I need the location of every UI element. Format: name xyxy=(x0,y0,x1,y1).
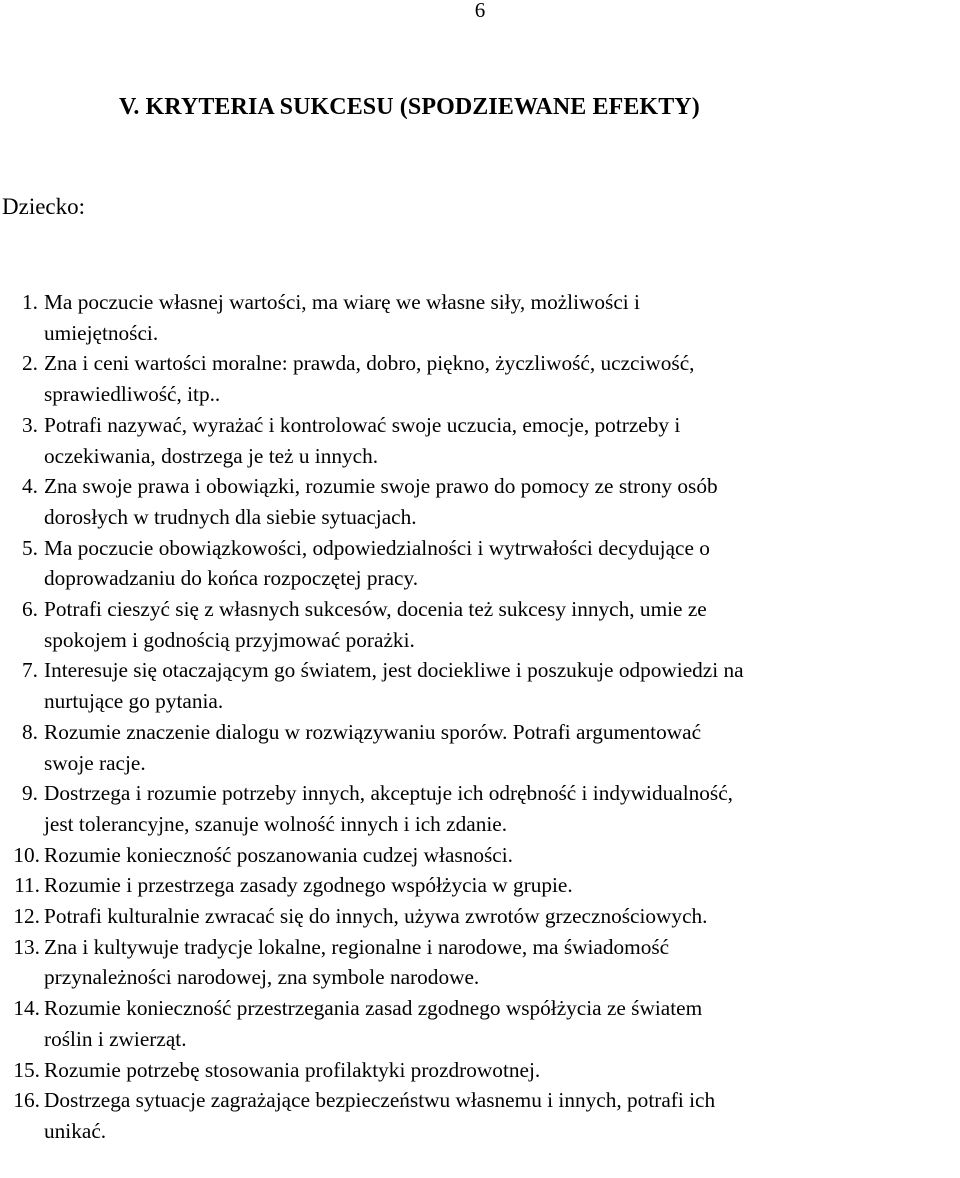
list-item-text-line: doprowadzaniu do końca rozpoczętej pracy. xyxy=(44,566,419,591)
list-item-text-line: Ma poczucie własnej wartości, ma wiarę we własne siły, możliwości i xyxy=(44,290,640,314)
list-item-number: 16. xyxy=(13,1088,40,1113)
list-item-text-line: Dostrzega sytuacje zagrażające bezpieczeństwu własnemu i innych, potrafi ich xyxy=(44,1088,716,1113)
list-item-number: 5. xyxy=(22,535,38,560)
list-item-text-line: Potrafi cieszyć się z własnych sukcesów, docenia też sukcesy innych, umie ze xyxy=(44,597,707,622)
list-item-text-line: unikać. xyxy=(44,1118,107,1143)
list-item-text-line: roślin i zwierząt. xyxy=(44,1026,187,1051)
list-item xyxy=(0,778,960,839)
list-item xyxy=(0,348,960,409)
list-item-number: 9. xyxy=(22,781,38,806)
list-item-text-line: Rozumie konieczność poszanowania cudzej własności. xyxy=(44,842,513,867)
list-item-text-line: Potrafi nazywać, wyrażać i kontrolować swoje uczucia, emocje, potrzeby i xyxy=(44,412,681,437)
list-item xyxy=(0,471,960,532)
list-item xyxy=(0,932,960,993)
list-item-text-line: oczekiwania, dostrzega je też u innych. xyxy=(44,443,379,468)
list-item-text-line: umiejętności. xyxy=(44,320,159,345)
list-item-text-line: Ma poczucie obowiązkowości, odpowiedzialności i wytrwałości decydujące o xyxy=(44,535,710,560)
list-item-text-line: Rozumie potrzebę stosowania profilaktyki prozdrowotnej. xyxy=(44,1057,541,1082)
list-item-text-line: jest tolerancyjne, szanuje wolność innych i ich zdanie. xyxy=(44,811,508,836)
intro-label: Dziecko: xyxy=(2,194,86,219)
list-item xyxy=(0,901,960,932)
list-item xyxy=(0,410,960,471)
list-item-number: 7. xyxy=(22,658,38,683)
list-item-text-line: dorosłych w trudnych dla siebie sytuacjach. xyxy=(44,504,417,529)
section-heading: V. KRYTERIA SUKCESU (SPODZIEWANE EFEKTY) xyxy=(119,94,700,120)
list-item xyxy=(0,655,960,716)
list-item-text-line: Zna i ceni wartości moralne: prawda, dobro, piękno, życzliwość, uczciwość, xyxy=(44,351,695,376)
criteria-list xyxy=(0,287,960,1147)
list-item xyxy=(0,287,960,348)
list-item-number: 4. xyxy=(22,474,38,499)
list-item-text-line: spokojem i godnością przyjmować porażki. xyxy=(44,627,415,652)
list-item-text-line: Rozumie i przestrzega zasady zgodnego współżycia w grupie. xyxy=(44,873,573,898)
list-item-number: 3. xyxy=(22,412,38,437)
list-item xyxy=(0,840,960,871)
list-item-text-line: sprawiedliwość, itp.. xyxy=(44,382,221,407)
list-item xyxy=(0,1055,960,1086)
list-item-text-line: Zna swoje prawa i obowiązki, rozumie swoje prawo do pomocy ze strony osób xyxy=(44,474,718,499)
list-item-text-line: swoje racje. xyxy=(44,750,146,775)
page-number: 6 xyxy=(474,0,486,22)
list-item-number: 1. xyxy=(22,290,38,314)
list-item xyxy=(0,993,960,1054)
list-item-number: 14. xyxy=(13,996,40,1021)
list-item-text-line: Rozumie znaczenie dialogu w rozwiązywaniu sporów. Potrafi argumentować xyxy=(44,719,702,744)
list-item-text-line: Interesuje się otaczającym go światem, jest dociekliwe i poszukuje odpowiedzi na xyxy=(44,658,744,683)
list-item-text-line: Dostrzega i rozumie potrzeby innych, akceptuje ich odrębność i indywidualność, xyxy=(44,781,733,806)
list-item-text-line: Zna i kultywuje tradycje lokalne, regionalne i narodowe, ma świadomość xyxy=(44,934,670,959)
list-item-number: 13. xyxy=(13,934,40,959)
list-item-number: 8. xyxy=(22,719,38,744)
list-item-number: 11. xyxy=(14,873,40,898)
list-item xyxy=(0,717,960,778)
list-item-number: 2. xyxy=(22,351,38,376)
list-item xyxy=(0,594,960,655)
list-item-number: 6. xyxy=(22,597,38,622)
list-item xyxy=(0,870,960,901)
list-item-text-line: Potrafi kulturalnie zwracać się do innych, używa zwrotów grzecznościowych. xyxy=(44,904,708,929)
list-item-number: 15. xyxy=(13,1057,40,1082)
list-item-text-line: nurtujące go pytania. xyxy=(44,689,224,714)
list-item xyxy=(0,533,960,594)
list-item-text-line: przynależności narodowej, zna symbole narodowe. xyxy=(44,965,480,990)
list-item-number: 12. xyxy=(13,904,40,929)
list-item-text-line: Rozumie konieczność przestrzegania zasad zgodnego współżycia ze światem xyxy=(44,996,703,1021)
list-item xyxy=(0,1085,960,1146)
list-item-number: 10. xyxy=(13,842,40,867)
